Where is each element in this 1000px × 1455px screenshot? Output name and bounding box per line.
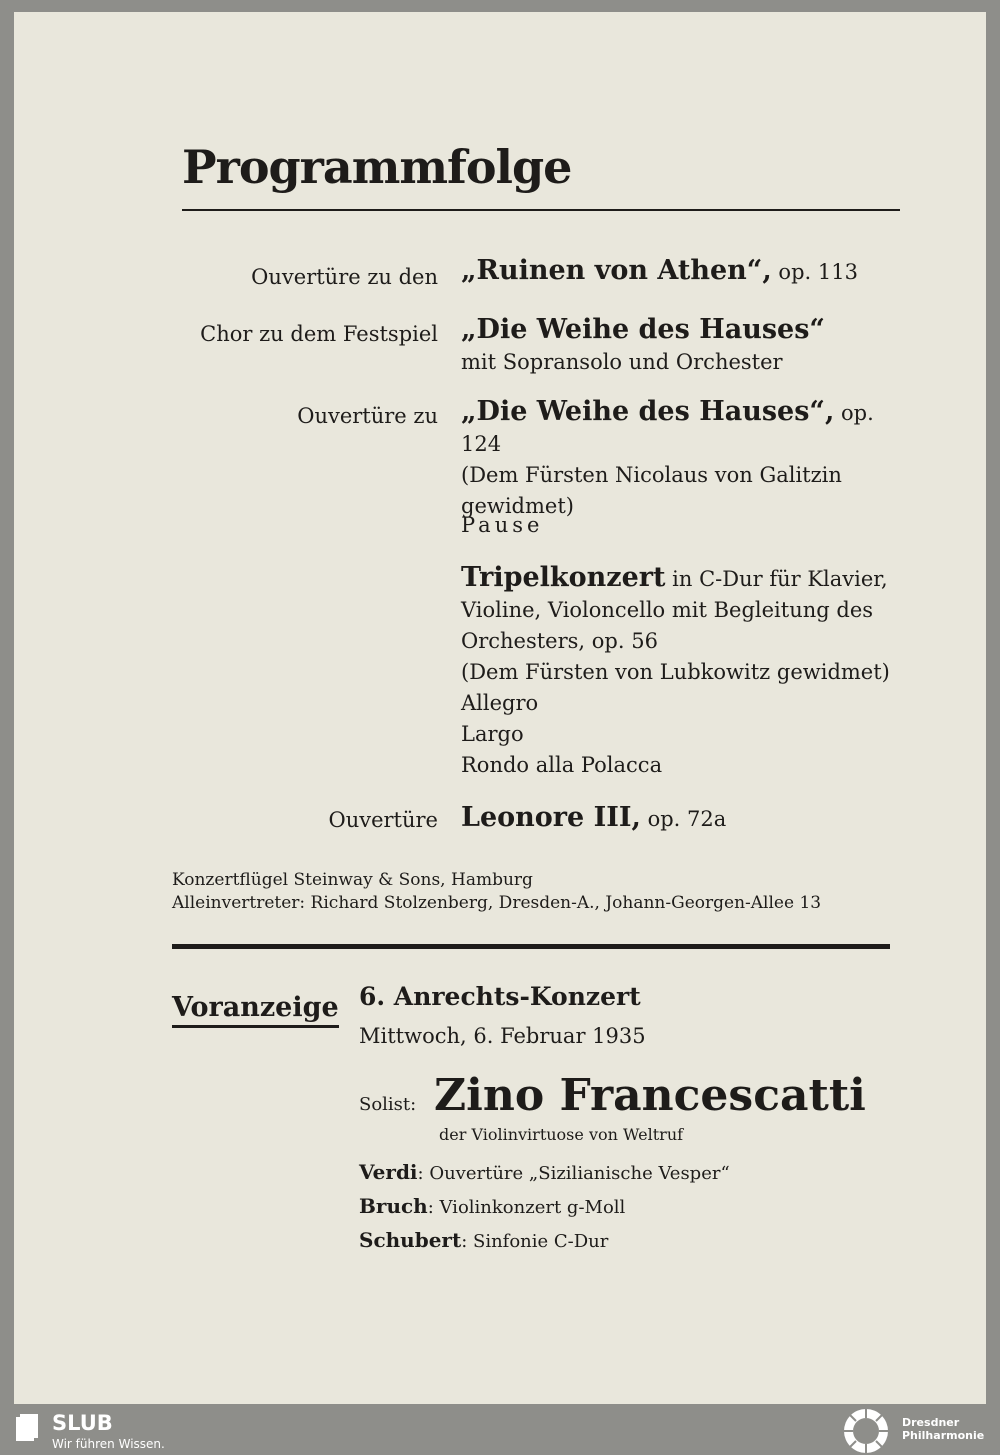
work-detail: (Dem Fürsten Nicolaus von Galitzin (461, 463, 842, 487)
program-item-content (461, 396, 901, 522)
soloist-name: Zino Francescatti (434, 1070, 866, 1121)
piece: Ouvertüre „Sizilianische Vesper“ (429, 1163, 730, 1184)
piece: Sinfonie C-Dur (472, 1231, 609, 1252)
work-title: Tripelkonzert (461, 562, 666, 593)
piece: Violinkonzert g-Moll (439, 1197, 626, 1218)
composer: Schubert (359, 1228, 462, 1252)
work-title: „Die Weihe des Hauses“ (461, 314, 825, 345)
preview-title: 6. Anrechts-Konzert (359, 982, 641, 1011)
movement: Rondo alla Polacca (461, 753, 663, 777)
preview-works (359, 1160, 730, 1262)
section-divider (172, 944, 890, 949)
work-title: Leonore III, (461, 802, 641, 833)
soloist-description: der Violinvirtuose von Weltruf (439, 1125, 684, 1144)
work-opus: op. 124 (461, 401, 874, 456)
composer: Verdi (359, 1160, 418, 1184)
work-title: „Ruinen von Athen“, (461, 255, 772, 286)
program-item-content (461, 510, 901, 541)
work-detail: Orchesters, op. 56 (461, 629, 658, 653)
program-item-content (461, 802, 901, 835)
work-detail: (Dem Fürsten von Lubkowitz gewidmet) (461, 660, 890, 684)
movement: Largo (461, 722, 524, 746)
program-item-content (461, 314, 901, 378)
program-item-label: Ouvertüre zu den (251, 265, 438, 289)
composer: Bruch (359, 1194, 428, 1218)
program-item-content (461, 562, 901, 781)
work-opus: op. 72a (640, 807, 727, 831)
work-detail: mit Sopransolo und Orchester (461, 350, 783, 374)
philharmonie-name-line2: Philharmonie (902, 1429, 985, 1442)
philharmonie-logo-icon[interactable] (842, 1407, 890, 1455)
program-item-label: Ouvertüre (328, 808, 438, 832)
work-title: „Die Weihe des Hauses“, (461, 396, 835, 427)
work-opus: op. 113 (771, 260, 858, 284)
preview-label: Voranzeige (172, 992, 339, 1028)
work-detail: Violine, Violoncello mit Begleitung des (461, 598, 874, 622)
preview-work: Verdi: Ouvertüre „Sizilianische Vesper“ (359, 1160, 730, 1184)
footer-bar (0, 1405, 1000, 1455)
program-item-label: Ouvertüre zu (297, 404, 438, 428)
preview-date: Mittwoch, 6. Februar 1935 (359, 1024, 646, 1048)
preview-work: Bruch: Violinkonzert g-Moll (359, 1194, 626, 1218)
preview-work: Schubert: Sinfonie C-Dur (359, 1228, 609, 1252)
representative-note: Alleinvertreter: Richard Stolzenberg, Dresden-A., Johann-Georgen-Allee 13 (172, 893, 822, 913)
slub-logo-icon[interactable] (14, 1413, 40, 1443)
program-item-content (461, 255, 901, 288)
slub-slogan: Wir führen Wissen. (52, 1437, 165, 1451)
philharmonie-name (902, 1416, 998, 1442)
program-page (14, 12, 986, 1404)
heading-rule (182, 209, 900, 211)
pause-text: Pause (461, 513, 544, 537)
philharmonie-name-line1: Dresdner (902, 1416, 960, 1429)
page-title: Programmfolge (182, 140, 572, 194)
slub-name[interactable]: SLUB (52, 1411, 113, 1435)
piano-note: Konzertflügel Steinway & Sons, Hamburg (172, 870, 533, 890)
work-detail: in C-Dur für Klavier, (665, 567, 888, 591)
movement: Allegro (461, 691, 539, 715)
program-item-label: Chor zu dem Festspiel (200, 322, 438, 346)
soloist-label: Solist: (359, 1094, 417, 1115)
work-detail: gewidmet) (461, 494, 574, 518)
